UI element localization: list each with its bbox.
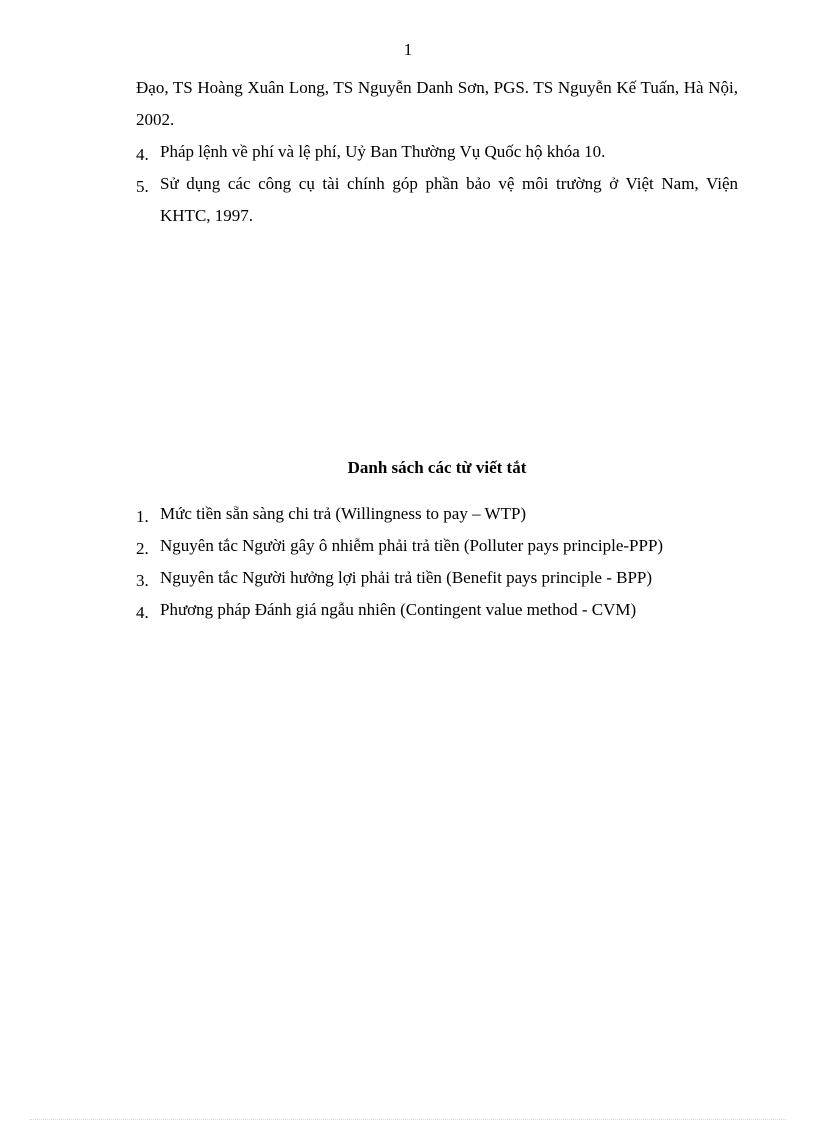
reference-list [136,136,738,232]
reference-number: 4. [136,145,149,164]
abbreviations-heading: Danh sách các từ viết tắt [347,458,527,477]
abbreviation-number: 2. [136,539,149,558]
abbreviation-number: 3. [136,571,149,590]
reference-item [136,136,738,168]
abbreviation-text: Phương pháp Đánh giá ngẫu nhiên (Contingent value method - CVM) [160,600,637,619]
page-number: 1 [403,40,413,59]
abbreviation-text: Nguyên tắc Người hưởng lợi phải trả tiền (Benefit pays principle - BPP) [160,568,653,587]
page-bottom-divider [30,1119,786,1120]
reference-item [136,168,738,232]
reference-text: Pháp lệnh về phí và lệ phí, Uỷ Ban Thường Vụ Quốc hộ khóa 10. [160,142,606,161]
abbreviation-item [136,594,738,626]
abbreviation-item [136,530,738,562]
reference-number: 5. [136,177,149,196]
abbreviation-item [136,562,738,594]
abbreviation-text: Nguyên tắc Người gây ô nhiễm phải trả tiền (Polluter pays principle-PPP) [160,536,664,555]
abbreviation-text: Mức tiền sẵn sàng chi trả (Willingness to pay – WTP) [160,504,527,523]
abbreviation-number: 1. [136,507,149,526]
reference-continuation: Đạo, TS Hoàng Xuân Long, TS Nguyễn Danh Sơn, PGS. TS Nguyễn Kế Tuấn, Hà Nội, 2002. [136,78,738,129]
abbreviation-number: 4. [136,603,149,622]
reference-text: Sử dụng các công cụ tài chính góp phần bảo vệ môi trường ở Việt Nam, Viện KHTC, 1997. [160,174,738,225]
abbreviation-list [136,498,738,626]
abbreviation-item [136,498,738,530]
